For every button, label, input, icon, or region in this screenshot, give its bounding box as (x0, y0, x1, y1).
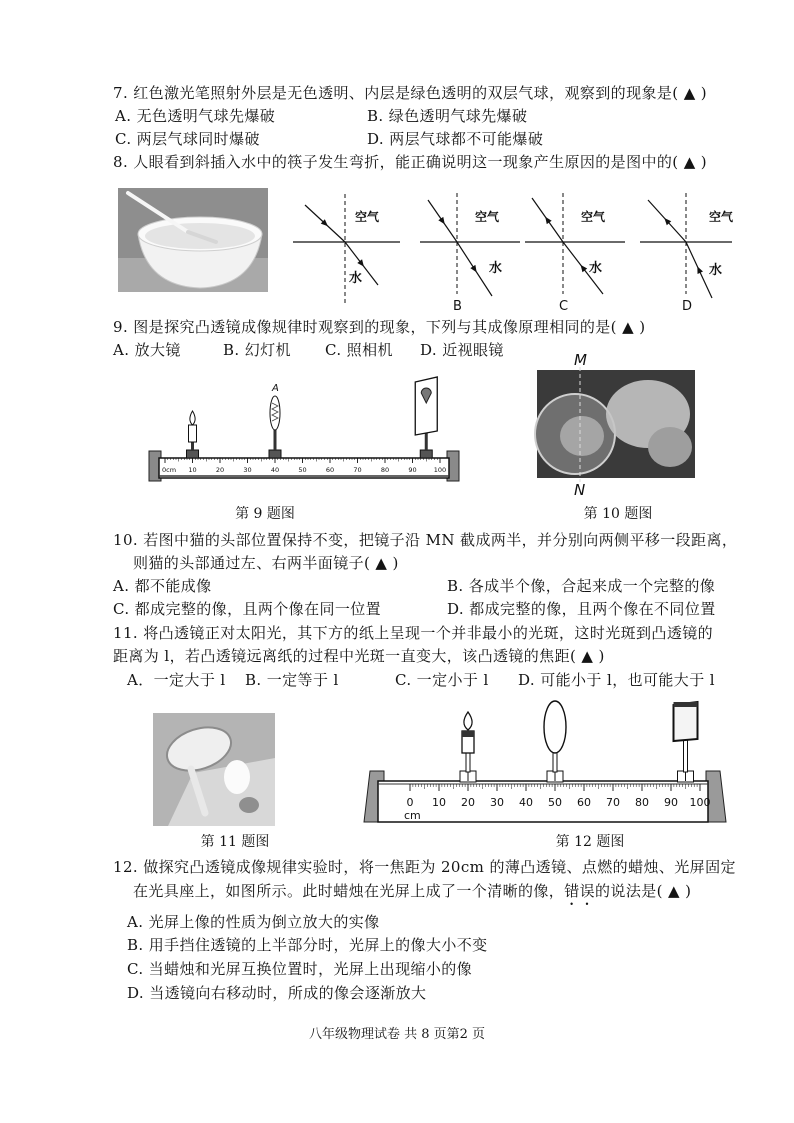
figure-9-caption: 第 9 题图 (235, 506, 295, 522)
diagram-letter-c: C (559, 299, 569, 314)
air-label: 空气 (709, 210, 734, 224)
q7-stem: 7. 红色激光笔照射外层是无色透明、内层是绿色透明的双层气球，观察到的现象是( ▲ ) (113, 84, 708, 102)
q10-option-d: D. 都成完整的像，且两个像在不同位置 (447, 600, 716, 618)
scale-label: 30 (490, 796, 504, 809)
scale-label: 0 (406, 796, 414, 809)
q10-stem-line-2: 则猫的头部通过左、右两半面镜子( ▲ ) (133, 554, 399, 572)
ray-arrowhead (581, 265, 588, 272)
convex-lens (544, 701, 566, 753)
q10-option-b: B. 各成半个像，合起来成一个完整的像 (447, 577, 716, 595)
figure-9-optical-bench (145, 355, 465, 485)
scale-label: 0cm (162, 466, 177, 474)
air-label: 空气 (355, 210, 380, 224)
screen-holder (415, 377, 437, 458)
cat-reflection (560, 416, 604, 456)
q12-option-a: A. 光屏上像的性质为倒立放大的实像 (127, 913, 380, 931)
label-n: N (574, 481, 586, 499)
q11-option-a: A．一定大于 l (127, 671, 226, 689)
scale-label: 70 (606, 796, 620, 809)
scale-label: 40 (519, 796, 533, 809)
q10-option-c: C. 都成完整的像，且两个像在同一位置 (113, 600, 382, 618)
q11-stem-line-1: 11. 将凸透镜正对太阳光，其下方的纸上呈现一个并非最小的光斑，这时光斑到凸透镜的 (113, 624, 714, 642)
candle-body (189, 425, 197, 442)
light-screen (415, 377, 437, 435)
figure-12-optical-bench (360, 695, 730, 825)
figure-11-caption: 第 11 题图 (200, 834, 270, 850)
q12-option-c: C. 当蜡烛和光屏互换位置时，光屏上出现缩小的像 (127, 960, 473, 978)
holder-stem (274, 430, 277, 451)
figure-11-lens-sunlight-photo (153, 713, 278, 828)
scale-label: 60 (325, 466, 335, 474)
scale-label: 20 (215, 466, 225, 474)
figure-12-caption: 第 12 题图 (555, 834, 625, 850)
holder-base (187, 450, 199, 458)
candle-flame (464, 712, 472, 730)
lens-holder (544, 701, 566, 782)
bench-rail (378, 781, 708, 822)
scale-unit-label: cm (404, 809, 421, 822)
ray-arrowhead (470, 265, 476, 273)
q11-stem-line-2: 距离为 l，若凸透镜远离纸的过程中光斑一直变大，该凸透镜的焦距( ▲ ) (113, 647, 605, 665)
q8-chopstick-bowl-photo (118, 188, 268, 292)
candle-band (462, 731, 474, 737)
q12-option-d: D. 当透镜向右移动时，所成的像会逐渐放大 (127, 984, 427, 1002)
scale-label: 90 (664, 796, 678, 809)
candle-flame (190, 411, 195, 425)
air-label: 空气 (581, 210, 606, 224)
scale-label: 50 (548, 796, 562, 809)
scale-label: 40 (270, 466, 280, 474)
q9-option-d: D. 近视眼镜 (420, 341, 504, 359)
q11-option-d: D. 可能小于 l，也可能大于 l (518, 671, 715, 689)
q12-emphasis-word: 错误 (564, 882, 596, 900)
figure-10-caption: 第 10 题图 (583, 506, 653, 522)
ray-arrowhead (438, 217, 444, 224)
convex-lens (270, 396, 280, 430)
spot-shadow (239, 797, 259, 813)
q12-stem-line-1: 12. 做探究凸透镜成像规律实验时，将一焦距为 20cm 的薄凸透镜、点燃的蜡烛、光屏固定 (113, 858, 736, 876)
q9-option-a: A. 放大镜 (113, 341, 181, 359)
scale-label: 50 (298, 466, 307, 474)
holder-stem (466, 752, 470, 772)
lens-label: A (272, 383, 279, 394)
holder-stem (684, 740, 688, 772)
q12-stem-line-2-before: 在光具座上，如图所示。此时蜡烛在光屏上成了一个清晰的像， (133, 882, 565, 900)
q9-option-b: B. 幻灯机 (223, 341, 291, 359)
figure-10-cat-mirror-photo (530, 352, 705, 497)
ray-arrowhead (357, 259, 364, 266)
page-footer: 八年级物理试卷 共 8 页第2 页 (308, 1027, 486, 1042)
q12-stem-line-2 (133, 882, 691, 909)
label-m: M (574, 351, 587, 369)
water-label: 水 (349, 271, 363, 286)
q11-option-c: C. 一定小于 l (395, 671, 489, 689)
q7-option-d: D. 两层气球都不可能爆破 (367, 130, 544, 148)
water-label: 水 (709, 263, 723, 278)
scale-label: 20 (461, 796, 475, 809)
scale-label: 10 (432, 796, 446, 809)
q7-option-c: C. 两层气球同时爆破 (115, 130, 260, 148)
air-label: 空气 (475, 210, 500, 224)
scale-label: 100 (689, 796, 711, 809)
q12-option-b: B. 用手挡住透镜的上半部分时，光屏上的像大小不变 (127, 936, 488, 954)
water-label: 水 (489, 261, 503, 276)
light-screen (674, 702, 698, 741)
q7-option-a: A. 无色透明气球先爆破 (115, 107, 276, 125)
q10-stem-line-1: 10. 若图中猫的头部位置保持不变，把镜子沿 MN 截成两半，并分别向两侧平移一段距离， (113, 531, 738, 549)
screen-holder (674, 702, 698, 782)
q10-option-a: A. 都不能成像 (113, 577, 212, 595)
refraction-diagram-d (640, 193, 734, 314)
q8-stem: 8. 人眼看到斜插入水中的筷子发生弯折，能正确说明这一现象产生原因的是图中的( ▲ ) (113, 153, 708, 171)
scale-label: 80 (380, 466, 390, 474)
water-label: 水 (589, 261, 603, 276)
refraction-diagram-b (420, 193, 520, 314)
q9-stem: 9. 图是探究凸透镜成像规律时观察到的现象，下列与其成像原理相同的是( ▲ ) (113, 318, 646, 336)
scale-label: 10 (188, 466, 197, 474)
refraction-diagram-1 (293, 194, 400, 306)
q12-stem-line-2-after: 的说法是( ▲ ) (595, 882, 692, 900)
holder-base (269, 450, 281, 458)
q11-option-b: B. 一定等于 l (245, 671, 339, 689)
scale-label: 90 (408, 466, 417, 474)
q7-option-b: B. 绿色透明气球先爆破 (367, 107, 528, 125)
candle-holder (187, 411, 199, 458)
refraction-diagram-c (525, 193, 625, 314)
q8-refraction-diagrams (285, 190, 745, 315)
diagram-letter-b: B (453, 299, 462, 314)
q9-option-c: C. 照相机 (325, 341, 393, 359)
screen-frame-top (674, 702, 698, 707)
holder-base (420, 450, 432, 458)
holder-stem (553, 752, 557, 772)
scale-label: 30 (243, 466, 252, 474)
scale-label: 60 (577, 796, 591, 809)
holder-stem (425, 433, 428, 451)
scale-label: 100 (433, 466, 447, 474)
cat-fur (648, 427, 692, 467)
candle-holder (460, 712, 476, 782)
lens-holder (269, 383, 281, 458)
scale-label: 80 (635, 796, 649, 809)
diagram-letter-d: D (682, 299, 693, 314)
scale-label: 70 (353, 466, 362, 474)
ray-arrowhead (545, 217, 551, 224)
light-spot (224, 760, 250, 794)
